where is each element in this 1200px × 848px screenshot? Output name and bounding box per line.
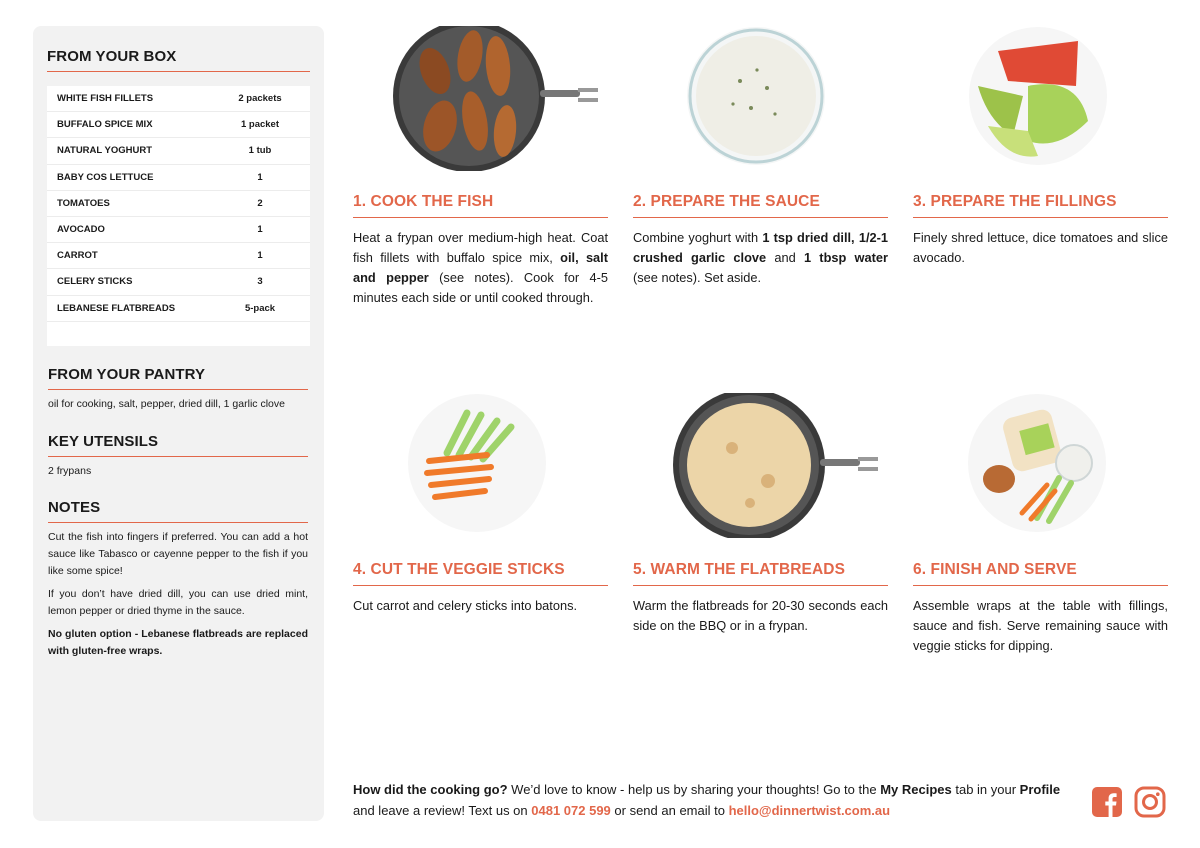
pantry-text: oil for cooking, salt, pepper, dried dill, 1 garlic clove [48, 398, 285, 410]
step-text-bold: oil, salt and pepper [353, 250, 608, 285]
step-text-part: and [766, 250, 804, 265]
step-1-text [353, 228, 608, 308]
from-your-box-section [47, 26, 310, 346]
item-name: BABY COS LETTUCE [57, 171, 154, 183]
email-link[interactable]: hello@dinnertwist.com.au [728, 803, 891, 818]
fish-in-frypan-photo [390, 26, 610, 171]
step-5-title: 5. WARM THE FLATBREADS [633, 561, 888, 586]
from-your-box-title: FROM YOUR BOX [47, 48, 310, 72]
item-qty: 1 tub [248, 145, 272, 157]
item-qty: 2 packets [238, 93, 282, 105]
notes-title: NOTES [48, 499, 308, 523]
key-utensils-title: KEY UTENSILS [48, 433, 308, 457]
step-text-part: (see notes). Set aside. [633, 270, 762, 285]
table-row [47, 217, 310, 243]
utensils-text: 2 frypans [48, 465, 92, 477]
phone-link[interactable]: 0481 072 599 [531, 803, 611, 818]
item-name: NATURAL YOGHURT [57, 145, 152, 157]
item-name: WHITE FISH FILLETS [57, 93, 154, 105]
notes-section [48, 499, 308, 660]
item-name: CELERY STICKS [57, 276, 133, 288]
step-text-part: (see notes). Cook for 4-5 minutes each side or until cooked through. [353, 270, 608, 305]
note-paragraph: If you don’t have dried dill, you can use dried mint, lemon pepper or dried thyme in the sauce. [48, 588, 308, 617]
note-paragraph-gluten: No gluten option - Lebanese flatbreads are replaced with gluten-free wraps. [48, 628, 308, 657]
item-name: LEBANESE FLATBREADS [57, 302, 176, 314]
yoghurt-sauce-bowl-photo [685, 26, 827, 168]
note-paragraph: Cut the fish into fingers if preferred. You can add a hot sauce like Tabasco or cayenne pepper to the fish if you like some spice! [48, 531, 308, 577]
step-6 [913, 393, 1168, 653]
feedback-footer [353, 779, 1073, 821]
step-5-text [633, 596, 888, 636]
key-utensils-section [48, 433, 308, 480]
footer-text: and leave a review! Text us on [353, 803, 532, 818]
step-5 [633, 393, 888, 633]
item-name: AVOCADO [57, 224, 105, 236]
step-3 [913, 26, 1168, 316]
from-your-pantry-section [48, 366, 308, 413]
my-recipes-link[interactable]: My Recipes [880, 782, 952, 797]
table-row [47, 86, 310, 112]
step-text-part: Combine yoghurt with [633, 230, 763, 245]
item-qty: 3 [257, 276, 263, 288]
table-row [47, 138, 310, 164]
table-row [47, 269, 310, 295]
table-row [47, 112, 310, 138]
from-your-pantry-title: FROM YOUR PANTRY [48, 366, 308, 390]
step-3-text [913, 228, 1168, 268]
box-items-table [47, 86, 310, 346]
footer-text: We’d love to know - help us by sharing your thoughts! Go to the [507, 782, 881, 797]
step-text-bold: 1 tbsp water [803, 250, 888, 265]
step-text-bold: 1 tsp dried dill, 1/2-1 crushed garlic clove [633, 230, 888, 265]
footer-text: tab in your [951, 782, 1020, 797]
step-4-text [353, 596, 608, 616]
facebook-icon[interactable] [1091, 786, 1123, 818]
step-2 [633, 26, 888, 316]
step-2-title: 2. PREPARE THE SAUCE [633, 193, 888, 218]
flatbread-in-frypan-photo [670, 393, 890, 538]
step-text-part: Warm the flatbreads for 20-30 seconds each side on the BBQ or in a frypan. [633, 598, 888, 633]
fillings-plate-photo [968, 26, 1110, 168]
item-qty: 1 [257, 171, 263, 183]
footer-question: How did the cooking go? [353, 782, 508, 797]
item-qty: 5-pack [244, 302, 276, 314]
item-qty: 1 packet [240, 119, 280, 131]
table-row [47, 191, 310, 217]
step-2-text [633, 228, 888, 288]
step-6-text [913, 596, 1168, 656]
item-name: CARROT [57, 250, 98, 262]
finished-wraps-plate-photo [967, 393, 1109, 535]
step-text-part: Assemble wraps at the table with fillings, sauce and fish. Serve remaining sauce with veggie sticks for dipping. [913, 598, 1168, 653]
step-text-part: Finely shred lettuce, dice tomatoes and slice avocado. [913, 230, 1168, 265]
table-row [47, 296, 310, 322]
item-qty: 2 [257, 197, 263, 209]
profile-link[interactable]: Profile [1019, 782, 1061, 797]
item-name: TOMATOES [57, 197, 110, 209]
item-name: BUFFALO SPICE MIX [57, 119, 153, 131]
step-1 [353, 26, 608, 316]
instagram-icon[interactable] [1134, 786, 1166, 818]
ingredients-sidebar [33, 26, 324, 821]
footer-text: or send an email to [610, 803, 729, 818]
step-4-title: 4. CUT THE VEGGIE STICKS [353, 561, 608, 586]
item-qty: 1 [257, 250, 263, 262]
veggie-sticks-plate-photo [407, 393, 549, 535]
step-text-part: Heat a frypan over medium-high heat. Coat fish fillets with buffalo spice mix, [353, 230, 608, 265]
step-3-title: 3. PREPARE THE FILLINGS [913, 193, 1168, 218]
table-row [47, 243, 310, 269]
step-4 [353, 393, 608, 633]
step-6-title: 6. FINISH AND SERVE [913, 561, 1168, 586]
step-1-title: 1. COOK THE FISH [353, 193, 608, 218]
step-text-part: Cut carrot and celery sticks into batons. [353, 598, 578, 613]
table-row [47, 165, 310, 191]
item-qty: 1 [257, 224, 263, 236]
